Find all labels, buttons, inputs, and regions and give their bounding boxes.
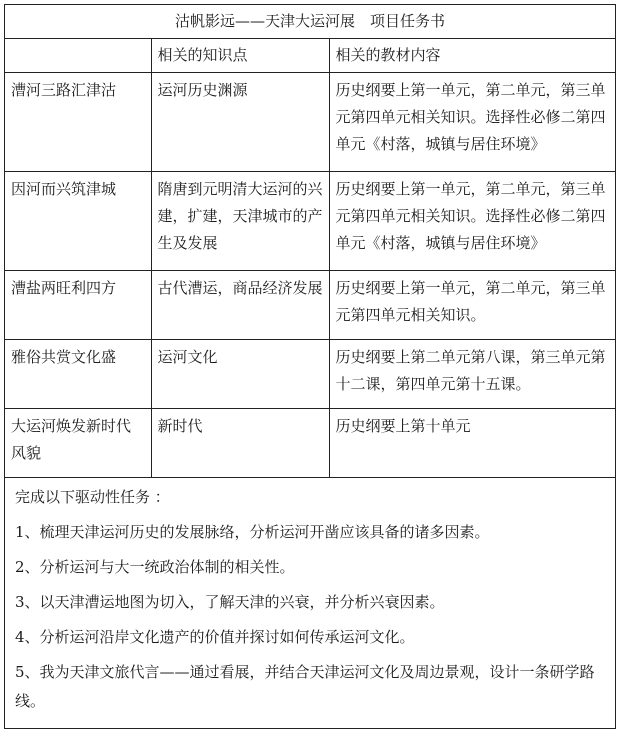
table-row (5, 340, 615, 409)
header-knowledge: 相关的知识点 (151, 39, 329, 73)
row-knowledge: 隋唐到元明清大运河的兴建，扩建，天津城市的产生及发展 (151, 172, 329, 271)
row-knowledge: 古代漕运，商品经济发展 (151, 271, 329, 340)
table-header-row (5, 39, 615, 73)
row-knowledge: 运河文化 (151, 340, 329, 409)
task-item: 4、分析运河沿岸文化遗产的价值并探讨如何传承运河文化。 (15, 628, 415, 646)
row-theme: 雅俗共赏文化盛 (5, 340, 151, 409)
task-item: 5、我为天津文旅代言——通过看展，并结合天津运河文化及周边景观，设计一条研学路线。 (15, 663, 595, 710)
row-theme: 因河而兴筑津城 (5, 172, 151, 271)
tasks-row (5, 478, 615, 729)
row-theme: 漕河三路汇津沽 (5, 73, 151, 172)
row-content: 历史纲要上第十单元 (329, 409, 615, 478)
row-theme: 大运河焕发新时代风貌 (5, 409, 151, 478)
header-content: 相关的教材内容 (329, 39, 615, 73)
task-item: 1、梳理天津运河历史的发展脉络，分析运河开凿应该具备的诸多因素。 (15, 523, 490, 541)
row-content: 历史纲要上第一单元，第二单元，第三单元第四单元相关知识。选择性必修二第四单元《村落，城镇与居住环境》 (329, 172, 615, 271)
row-content: 历史纲要上第二单元第八课，第三单元第十二课，第四单元第十五课。 (329, 340, 615, 409)
table-row (5, 409, 615, 478)
task-document (4, 4, 616, 729)
table-row (5, 172, 615, 271)
task-item: 2、分析运河与大一统政治体制的相关性。 (15, 558, 295, 576)
table-row (5, 271, 615, 340)
row-knowledge: 运河历史渊源 (151, 73, 329, 172)
header-theme (5, 39, 151, 73)
row-content: 历史纲要上第一单元，第二单元，第三单元第四单元相关知识。选择性必修二第四单元《村落，城镇与居住环境》 (329, 73, 615, 172)
task-table (5, 5, 615, 728)
tasks-intro: 完成以下驱动性任务 ： (15, 488, 170, 506)
document-title: 沽帆影远——天津大运河展 项目任务书 (5, 5, 615, 39)
tasks-section (5, 478, 615, 729)
task-item: 3、以天津漕运地图为切入，了解天津的兴衰，并分析兴衰因素。 (15, 593, 445, 611)
table-row (5, 73, 615, 172)
row-content: 历史纲要上第一单元，第二单元，第三单元第四单元相关知识。 (329, 271, 615, 340)
row-theme: 漕盐两旺利四方 (5, 271, 151, 340)
row-knowledge: 新时代 (151, 409, 329, 478)
